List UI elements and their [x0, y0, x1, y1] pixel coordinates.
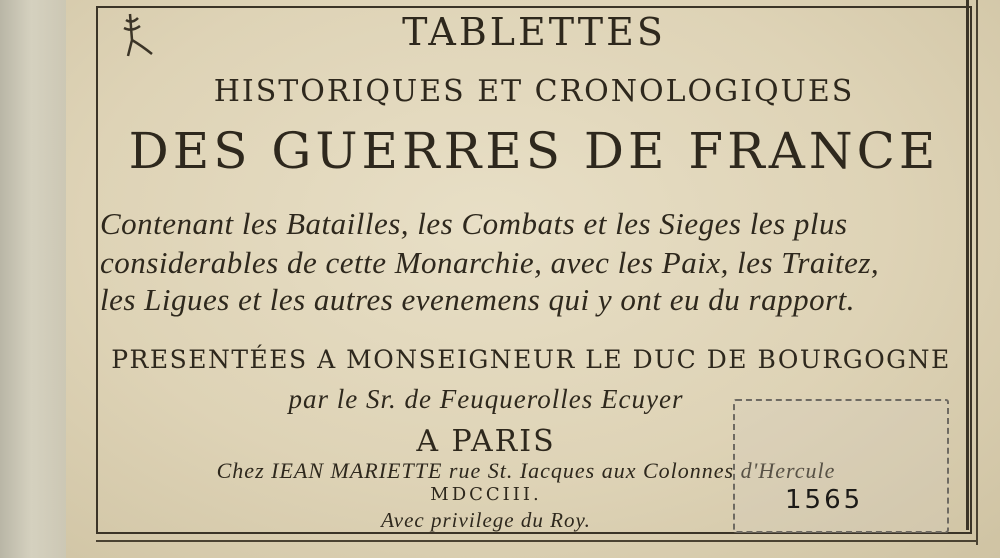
title-line-2: HISTORIQUES ET CRONOLOGIQUES	[213, 74, 855, 109]
dedication: PRESENTÉES A MONSEIGNEUR LE DUC DE BOURGOGNE	[111, 345, 951, 374]
adjacent-page-edge	[0, 0, 70, 558]
frame-right-rule-outer	[976, 0, 978, 545]
publisher: Chez IEAN MARIETTE rue St. Iacques aux Colonnes d'Hercule	[216, 458, 836, 483]
description-line-1: Contenant les Batailles, les Combats et les Sieges les plus	[100, 206, 848, 241]
privilege: Avec privilege du Roy.	[381, 508, 591, 532]
author: par le Sr. de Feuquerolles Ecuyer	[288, 384, 684, 414]
stamp-number: 1565	[785, 485, 864, 515]
main-title: DES GUERRES DE FRANCE	[128, 122, 940, 180]
title-line-1: TABLETTES	[402, 10, 666, 54]
place: A PARIS	[416, 424, 556, 459]
frame-bottom-rule	[96, 540, 978, 542]
year: MDCCIII.	[430, 484, 542, 505]
library-stamp	[733, 399, 949, 533]
description-line-3: les Ligues et les autres evenemens qui y ont eu du rapport.	[100, 282, 856, 317]
description-line-2: considerables de cette Monarchie, avec les Paix, les Traitez,	[100, 245, 880, 280]
